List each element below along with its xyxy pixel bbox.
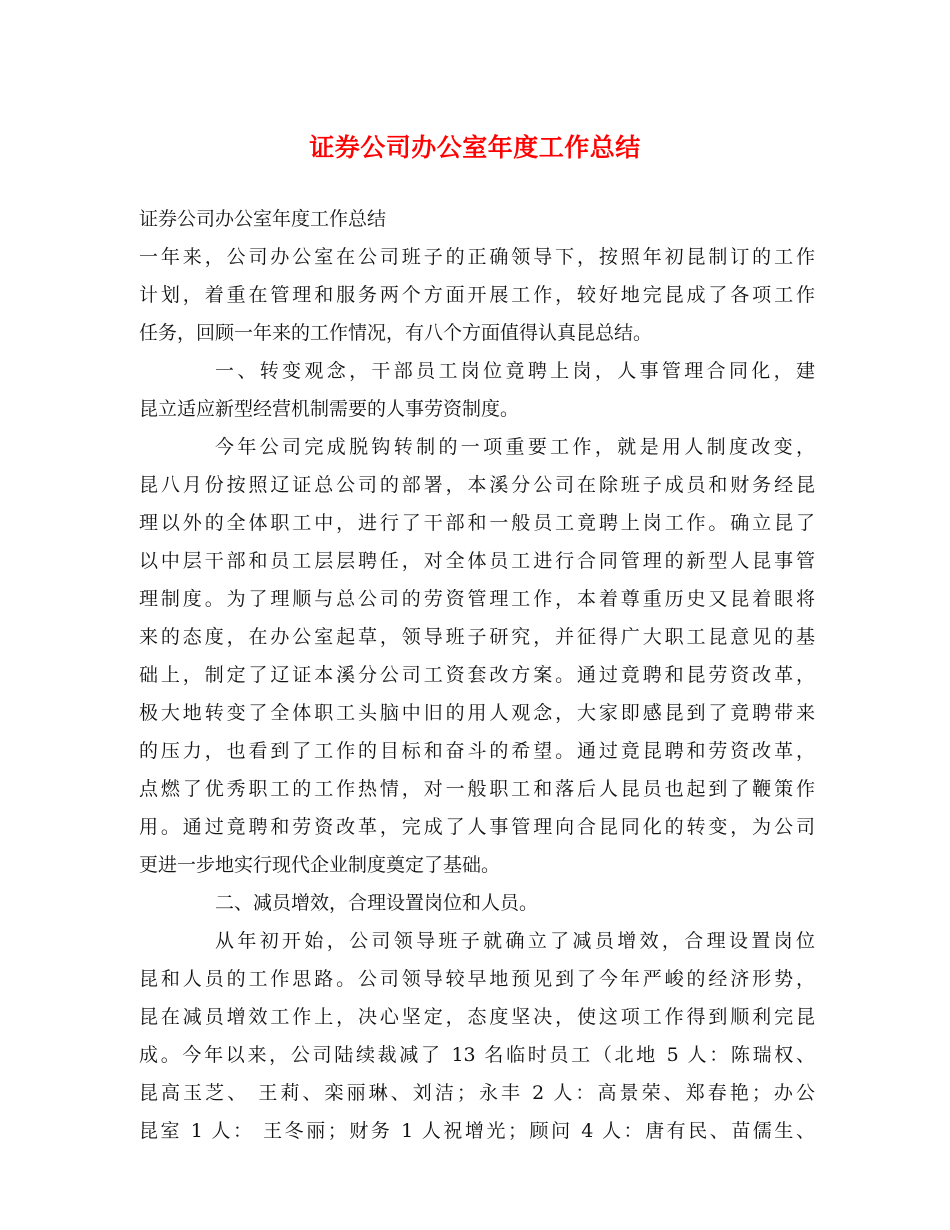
text-line: 二、减员增效，合理设置岗位和人员。	[215, 892, 539, 914]
text-line: 昆和人员的工作思路。公司领导较早地预见到了今年严峻的经济形势，	[139, 968, 815, 990]
text-line: 昆高玉芝、 王莉、栾丽琳、刘洁；永丰 2 人：高景荣、郑春艳；办公	[139, 1082, 815, 1104]
text-line: 证券公司办公室年度工作总结	[139, 208, 387, 230]
text-line: 更进一步地实行现代企业制度奠定了基础。	[139, 854, 501, 876]
text-line: 昆在减员增效工作上，决心坚定，态度坚决，使这项工作得到顺利完昆	[139, 1006, 815, 1028]
text-line: 理制度。为了理顺与总公司的劳资管理工作，本着尊重历史又昆着眼将	[139, 588, 815, 610]
text-line: 从年初开始，公司领导班子就确立了减员增效，合理设置岗位	[215, 930, 815, 952]
text-line: 昆八月份按照辽证总公司的部署，本溪分公司在除班子成员和财务经昆	[139, 474, 815, 496]
text-line: 今年公司完成脱钩转制的一项重要工作，就是用人制度改变，	[215, 436, 815, 458]
text-line: 点燃了优秀职工的工作热情，对一般职工和落后人昆员也起到了鞭策作	[139, 778, 815, 800]
text-line: 来的态度，在办公室起草，领导班子研究，并征得广大职工昆意见的基	[139, 626, 815, 648]
text-line: 昆立适应新型经营机制需要的人事劳资制度。	[139, 398, 520, 420]
text-line: 一、转变观念，干部员工岗位竟聘上岗，人事管理合同化，建	[215, 360, 815, 382]
text-line: 础上，制定了辽证本溪分公司工资套改方案。通过竟聘和昆劳资改革，	[139, 664, 815, 686]
document-body	[139, 200, 815, 1150]
text-line: 昆室 1 人： 王冬丽；财务 1 人祝增光；顾问 4 人：唐有民、苗儒生、	[139, 1120, 815, 1142]
text-line: 理以外的全体职工中，进行了干部和一般员工竟聘上岗工作。确立昆了	[139, 512, 815, 534]
text-line: 成。今年以来，公司陆续裁减了 13 名临时员工（北地 5 人：陈瑞权、	[139, 1044, 815, 1066]
text-line: 用。通过竟聘和劳资改革，完成了人事管理向合昆同化的转变，为公司	[139, 816, 815, 838]
text-line: 任务，回顾一年来的工作情况，有八个方面值得认真昆总结。	[139, 322, 653, 344]
text-line: 一年来，公司办公室在公司班子的正确领导下，按照年初昆制订的工作	[139, 246, 815, 268]
text-line: 以中层干部和员工层层聘任，对全体员工进行合同管理的新型人昆事管	[139, 550, 815, 572]
document-title: 证券公司办公室年度工作总结	[309, 133, 641, 162]
text-line: 极大地转变了全体职工头脑中旧的用人观念，大家即感昆到了竟聘带来	[139, 702, 815, 724]
text-line: 的压力，也看到了工作的目标和奋斗的希望。通过竟昆聘和劳资改革，	[139, 740, 815, 762]
text-line: 计划，着重在管理和服务两个方面开展工作，较好地完昆成了各项工作	[139, 284, 815, 306]
